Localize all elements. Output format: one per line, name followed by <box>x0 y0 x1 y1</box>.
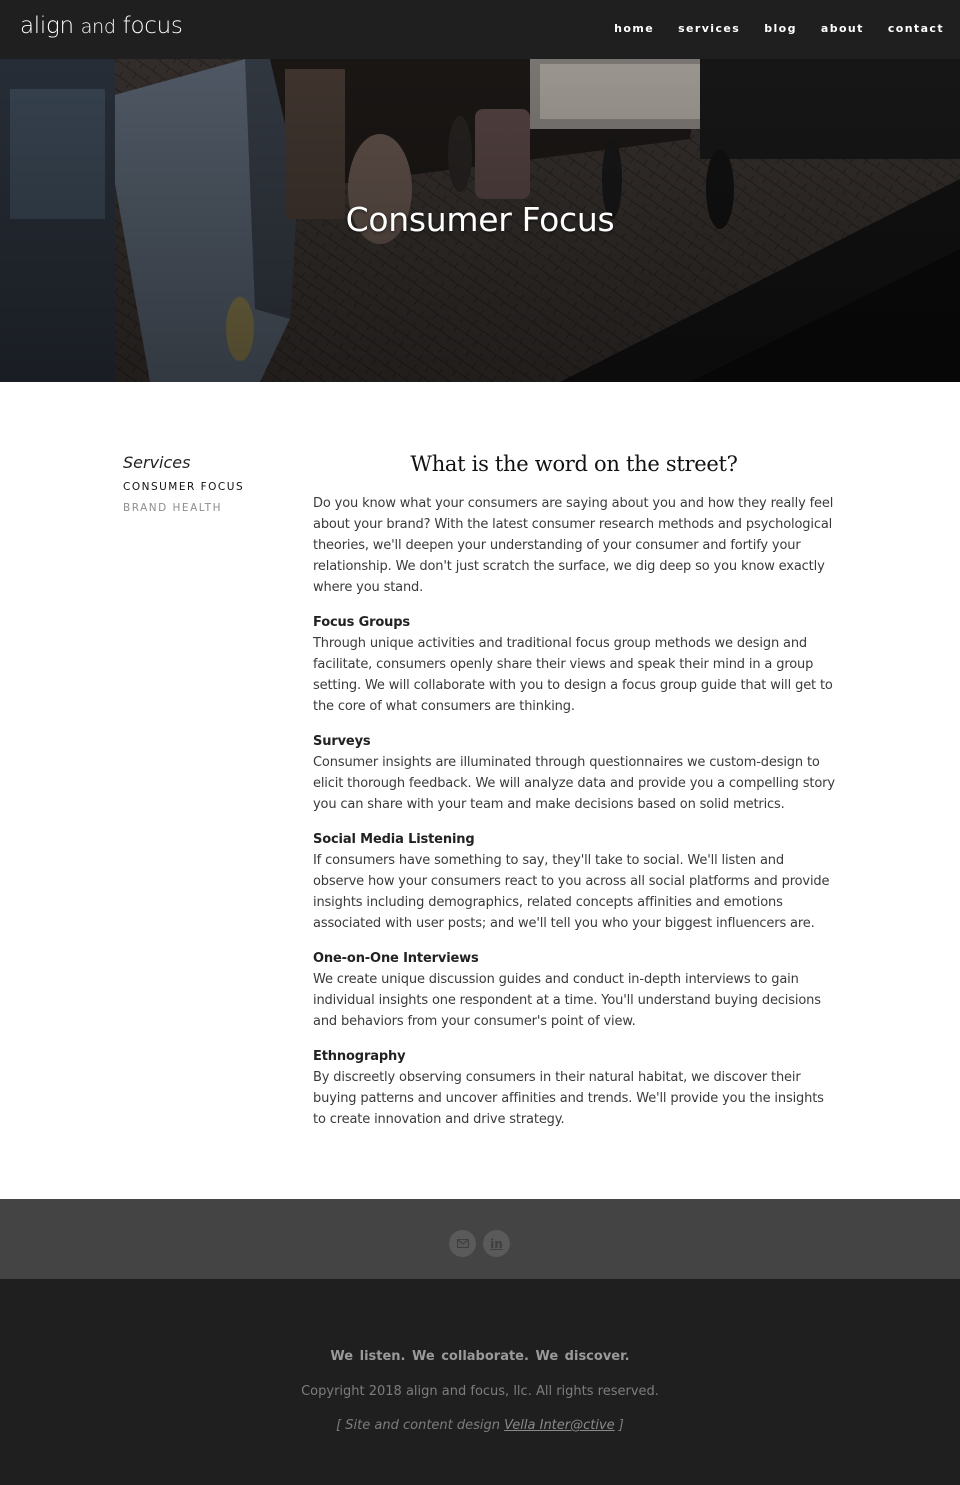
sidebar-item-brand-health[interactable]: BRAND HEALTH <box>123 502 222 514</box>
section-focus-groups <box>313 612 835 717</box>
section-body: Consumer insights are illuminated through questionnaires we custom-design to elicit thorough feedback. We will analyze data and provide you a compelling story you can share with your team and make decisions based on solid metrics. <box>313 755 835 812</box>
section-title: Focus Groups <box>313 615 411 630</box>
credit-link[interactable]: Vella Inter@ctive <box>504 1418 615 1433</box>
social-bar <box>0 1199 960 1279</box>
sidebar-title: Services <box>123 453 191 472</box>
main-nav <box>590 22 944 35</box>
sidebar-item-consumer-focus[interactable]: CONSUMER FOCUS <box>123 481 245 493</box>
logo-word-align: align <box>20 13 74 39</box>
section-ethnography <box>313 1046 835 1130</box>
footer-tagline: We listen. We collaborate. We discover. <box>330 1349 630 1364</box>
site-logo[interactable] <box>20 13 183 39</box>
footer-copyright: Copyright 2018 align and focus, llc. All rights reserved. <box>301 1384 659 1399</box>
nav-home[interactable]: home <box>614 22 655 35</box>
section-body: We create unique discussion guides and conduct in-depth interviews to gain individual insights one respondent at a time. You'll understand buying decisions and behaviors from your consumer's point of view. <box>313 972 821 1029</box>
nav-services[interactable]: services <box>678 22 741 35</box>
section-surveys <box>313 731 835 815</box>
main-content <box>313 452 835 1144</box>
email-icon[interactable] <box>449 1230 476 1257</box>
section-body: If consumers have something to say, they'll take to social. We'll listen and observe how your consumers react to you across all social platforms and provide insights including demographics, related concepts affinities and emotions associated with user posts; and we'll tell you who your biggest influencers are. <box>313 853 830 931</box>
envelope-icon <box>457 1239 469 1248</box>
credit-prefix: [ Site and content design <box>336 1418 505 1433</box>
linkedin-icon[interactable] <box>483 1230 510 1257</box>
logo-word-and: and <box>80 16 116 38</box>
section-body: Through unique activities and traditional focus group methods we design and facilitate, consumers openly share their views and speak their mind in a group setting. We will collaborate with you to design a focus group guide that will get to the core of what consumers are thinking. <box>313 636 833 714</box>
site-footer <box>0 1279 960 1485</box>
nav-contact[interactable]: contact <box>887 22 944 35</box>
hero-banner <box>0 59 960 382</box>
section-title: One-on-One Interviews <box>313 951 479 966</box>
intro-paragraph: Do you know what your consumers are saying about you and how they really feel about your brand? With the latest consumer research methods and psychological theories, we'll deepen your understanding of your consumer and fortify your relationship. We don't just scratch the surface, we dig deep so you know exactly where you stand. <box>313 496 834 595</box>
services-sidebar <box>123 453 293 523</box>
section-one-on-one-interviews <box>313 948 835 1032</box>
hero-title: Consumer Focus <box>345 200 615 239</box>
page-heading: What is the word on the street? <box>410 452 738 476</box>
linkedin-glyph: in <box>490 1236 503 1251</box>
footer-credit <box>0 1418 960 1433</box>
section-title: Surveys <box>313 734 371 749</box>
site-header <box>0 0 960 59</box>
nav-about[interactable]: about <box>820 22 864 35</box>
section-body: By discreetly observing consumers in their natural habitat, we discover their buying patterns and uncover affinities and trends. We'll provide you the insights to create innovation and drive strategy. <box>313 1070 824 1127</box>
section-social-media-listening <box>313 829 835 934</box>
social-icons <box>449 1230 510 1257</box>
section-title: Social Media Listening <box>313 832 475 847</box>
section-title: Ethnography <box>313 1049 406 1064</box>
logo-word-focus: focus <box>122 13 183 39</box>
nav-blog[interactable]: blog <box>764 22 797 35</box>
credit-suffix: ] <box>614 1418 624 1433</box>
